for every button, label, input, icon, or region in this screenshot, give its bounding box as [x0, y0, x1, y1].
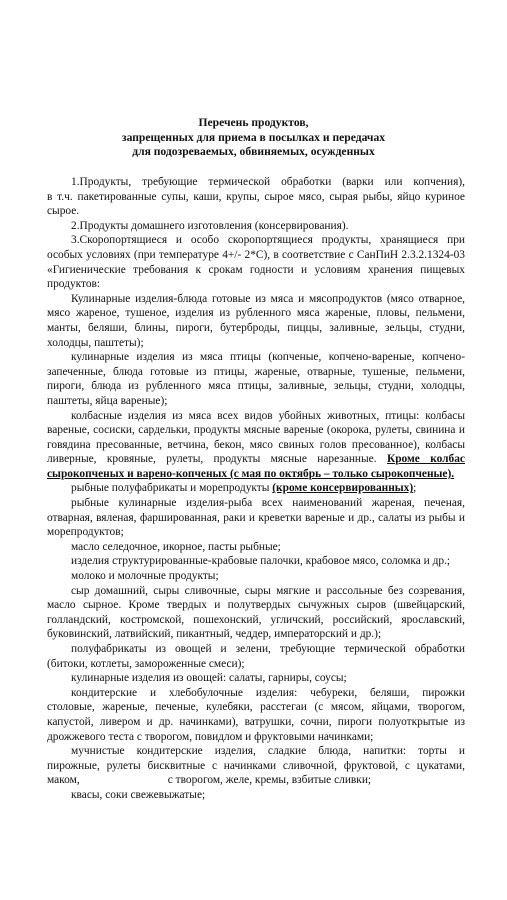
text-line: сыр домашний, сыры сливочные, сыры мягкие и рассольные без созревания,	[71, 584, 465, 597]
text-line	[23, 467, 465, 482]
paragraph-poultry	[47, 350, 465, 408]
text-line: запеченные, блюда готовые из птицы, жареные, отварные, тушеные, пельмени,	[47, 365, 465, 378]
text-line: холодцы, паштеты);	[47, 336, 144, 349]
paragraph-kvass	[47, 788, 465, 803]
text-line: манты, беляши, блины, пироги, бутерброды, пиццы, заливные, зельцы, студни,	[47, 321, 465, 334]
text-line: особых условиях (при температуре 4+/- 2*С), в соответствие с СанПиН 2.3.2.1324-03	[47, 248, 465, 261]
text-line	[47, 481, 465, 496]
text-line: говядина пресованные, ветчина, бекон, мясо свиных голов пресованное), колбасы	[47, 438, 465, 451]
text-segment: маком,	[47, 774, 80, 787]
text-line: квасы, соки свежевыжатые;	[71, 788, 206, 801]
text-line: Кулинарные изделия-блюда готовые из мяса и мясопродуктов (мясо отварное,	[71, 292, 465, 305]
paragraph-fish-dishes	[47, 496, 465, 540]
text-line	[23, 773, 465, 788]
paragraph-fish-semi	[47, 481, 465, 496]
text-line: 1.Продукты, требующие термической обработки (варки или копчения),	[71, 176, 465, 188]
text-line: мучнистые кондитерские изделия, сладкие блюда, напитки: торты и	[71, 745, 465, 758]
text-line: в т.ч. пакетированные супы, каши, крупы, сырое мясо, сырая рыбы, яйцо куриное	[47, 190, 465, 203]
text-line: столовые, жареные, печеные, кулебяки, расстегаи (с мясом, яйцами, творогом,	[47, 701, 465, 714]
title-line: для подозреваемых, обвиняемых, осужденных	[132, 145, 375, 158]
text-line: кулинарные изделия из овощей: салаты, гарниры, соусы;	[71, 672, 347, 685]
exception-note: Кроме колбас	[386, 453, 465, 466]
paragraph-item-3	[47, 233, 465, 291]
text-line	[23, 452, 465, 467]
text-line: изделия структурированные-крабовые палочки, крабовое мясо, соломка и др.;	[71, 555, 451, 568]
text-line: (битоки, котлеты, замороженные смеси);	[47, 657, 245, 670]
text-line: молоко и молочные продукты;	[71, 570, 219, 583]
text-line: пирожные, рулеты бисквитные с начинками сливочной, фруктовой, с цукатами,	[47, 759, 465, 772]
paragraph-fish-butter	[47, 540, 465, 555]
text-line: 2.Продукты домашнего изготовления (консервирования).	[71, 219, 349, 232]
paragraph-item-1	[47, 175, 465, 219]
text-line: кулинарные изделия из мяса птицы (копченые, копчено-вареные, копчено-	[71, 351, 465, 364]
document-title	[40, 116, 467, 160]
text-segment: ливерные, кровяные, рулеты, продукты мясные нарезанные.	[47, 453, 377, 466]
text-line: отварная, вяленая, фаршированная, раки и креветки вареные и др., салаты из рыбы и	[47, 511, 465, 524]
text-line: рыбные кулинарные изделия-рыба всех наименований жареная, печеная,	[71, 497, 465, 510]
text-line: масло сырное. Кроме твердых и полутвердых сычужных сыров (швейцарский,	[47, 599, 465, 612]
text-line: морепродуктов;	[47, 526, 124, 539]
text-line: мясо жареное, тушеное, изделия из рубленного мяса жареные, пловы, пельмени,	[47, 307, 465, 320]
text-line: паштеты, яйца вареные);	[47, 394, 168, 407]
paragraph-veg-dishes	[47, 671, 465, 686]
text-line: «Гигиенические требования к срокам годности и условиям хранения пищевых	[47, 263, 465, 276]
paragraph-veg-semi	[47, 642, 465, 671]
paragraph-bakery	[47, 686, 465, 744]
text-line: масло селедочное, икорное, пасты рыбные;	[71, 540, 281, 553]
paragraph-meat	[47, 292, 465, 350]
text-line: голландский, костромской, пошехонский, угличский, российский, ярославский,	[47, 613, 465, 626]
text-line: колбасные изделия из мяса всех видов убойных животных, птицы: колбасы	[71, 409, 465, 422]
title-line: запрещенных для приема в посылках и передачах	[121, 130, 386, 144]
paragraph-crab	[47, 554, 465, 569]
text-segment: ;	[413, 482, 417, 495]
text-line: полуфабрикаты из овощей и зелени, требующие термической обработки	[71, 643, 465, 655]
exception-note: (кроме консервированных)	[272, 482, 414, 495]
text-line: пироги, блюда из рубленного мяса птицы, заливные, зельцы, студни, холодцы,	[47, 380, 465, 393]
paragraph-item-2	[47, 219, 465, 234]
text-line: кондитерские и хлебобулочные изделия: чебуреки, беляши, пирожки	[71, 686, 465, 699]
exception-note: сырокопченых и варено-копченых (с мая по октябрь – только сырокопченые).	[47, 467, 455, 480]
text-segment: с творогом, желе, кремы, взбитые сливки;	[167, 774, 372, 787]
text-line: дрожжевого теста с творогом, повидлом и фруктовыми начинками;	[47, 730, 374, 743]
text-line: сырое.	[47, 205, 80, 218]
paragraph-cheese	[47, 584, 465, 642]
paragraph-sausage	[47, 409, 465, 482]
paragraph-milk	[47, 569, 465, 584]
text-line: капустой, ливером и др. начинками), ватрушки, сочни, пироги полуоткрытые из	[47, 715, 465, 728]
text-line: вареные, сосиски, сардельки, продукты мясные вареные (окорока, рулеты, свинина и	[47, 424, 465, 437]
text-line: 3.Скоропортящиеся и особо скоропортящиеся продукты, хранящиеся при	[71, 234, 465, 247]
title-line: Перечень продуктов,	[198, 116, 309, 129]
text-segment: рыбные полуфабрикаты и морепродукты	[71, 482, 273, 495]
document-body	[47, 175, 465, 803]
paragraph-confectionery	[47, 744, 465, 788]
text-line: продуктов:	[47, 278, 101, 291]
text-line: буковинский, латвийский, пикантный, чеддер, императорский и др.);	[47, 628, 382, 641]
